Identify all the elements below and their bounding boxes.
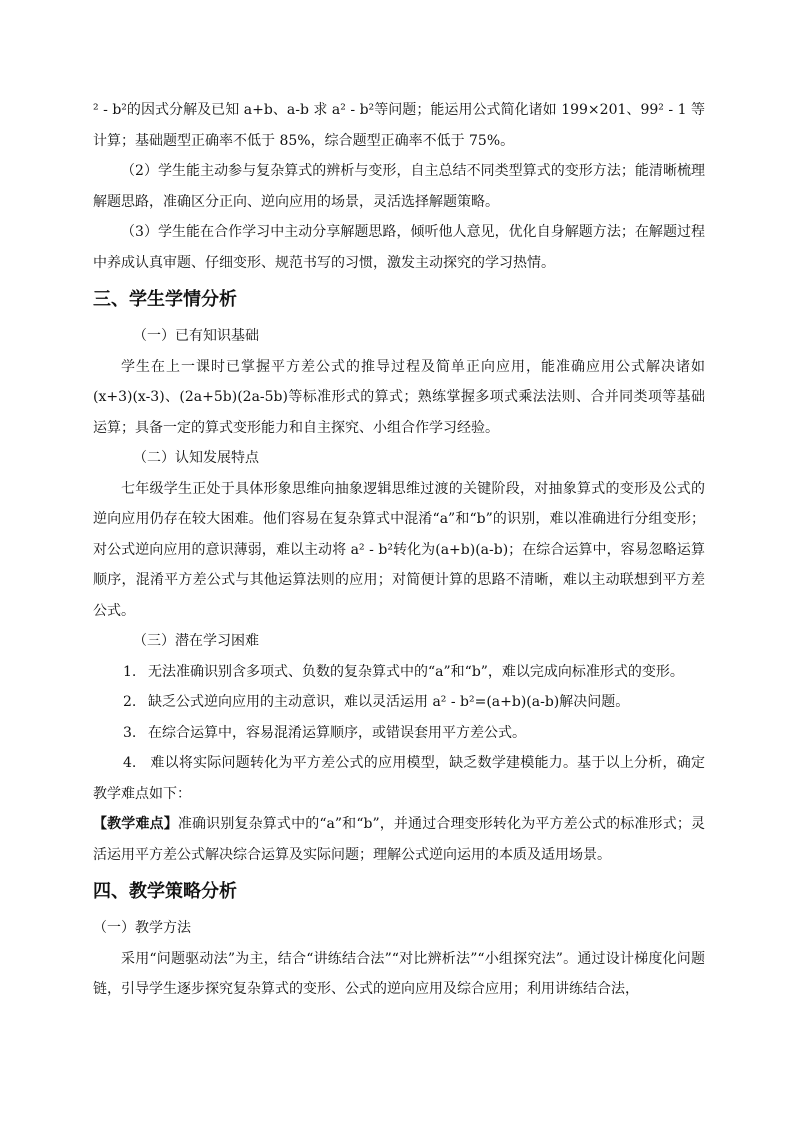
- paragraph-prior-knowledge: 学生在上一课时已掌握平方差公式的推导过程及简单正向应用，能准确应用公式解决诸如(x+3)(x-3)、(2a+5b)(2a-5b)等标准形式的算式；熟练掌握多项式乘法法则、合并同类项等基础运算；具备一定的算式变形能力和自主探究、小组合作学习经验。: [93, 358, 705, 436]
- paragraph-teaching-methods: 采用“问题驱动法”为主，结合“讲练结合法”“对比辨析法”“小组探究法”。通过设计梯度化问题链，引导学生逐步探究复杂算式的变形、公式的逆向应用及综合应用；利用讲练结合法，: [93, 950, 705, 997]
- subheading-learning-difficulties: （三）潜在学习困难: [133, 633, 259, 649]
- list-item: [123, 718, 705, 749]
- list-item: [123, 657, 705, 688]
- subheading-cognitive-features: （二）认知发展特点: [133, 450, 259, 466]
- list-item: [123, 687, 705, 718]
- paragraph-teaching-difficulty: [93, 809, 705, 870]
- document-body: [93, 95, 705, 1005]
- list-item-number: 4.: [123, 755, 137, 771]
- subheading-prior-knowledge: （一）已有知识基础: [133, 328, 259, 344]
- list-item-number: 2.: [123, 694, 137, 710]
- list-item-number: 3.: [123, 724, 137, 741]
- section-heading-teaching-strategy: 四、教学策略分析: [93, 881, 237, 902]
- paragraph-objective-2: （2）学生能主动参与复杂算式的辨析与变形，自主总结不同类型算式的变形方法；能清晰梳理解题思路，准确区分正向、逆向应用的场景，灵活选择解题策略。: [93, 163, 705, 210]
- teaching-difficulty-label: 【教学难点】: [93, 816, 178, 832]
- paragraph-objective-1-continued: ² - b²的因式分解及已知 a+b、a-b 求 a² - b²等问题；能运用公式简化诸如 199×201、99² - 1 等计算；基础题型正确率不低于 85%，综合题型正确率不低于 75%。: [93, 102, 705, 149]
- subheading-teaching-methods: （一）教学方法: [93, 920, 191, 936]
- list-item-text: 缺乏公式逆向应用的主动意识，难以灵活运用 a² - b²=(a+b)(a-b)解决问题。: [148, 694, 630, 710]
- list-item-text: 难以将实际问题转化为平方差公式的应用模型，缺乏数学建模能力。基于以上分析，确定教学难点如下：: [93, 755, 705, 802]
- paragraph-objective-3: （3）学生能在合作学习中主动分享解题思路，倾听他人意见，优化自身解题方法；在解题过程中养成认真审题、仔细变形、规范书写的习惯，激发主动探究的学习热情。: [93, 224, 705, 271]
- list-item-number: 1.: [123, 663, 137, 680]
- paragraph-cognitive-features: 七年级学生正处于具体形象思维向抽象逻辑思维过渡的关键阶段，对抽象算式的变形及公式的逆向应用仍存在较大困难。他们容易在复杂算式中混淆“a”和“b”的识别，难以准确进行分组变形；对公式逆向应用的意识薄弱，难以主动将 a² - b²转化为(a+b)(a-b)；在综合运算中，容易忽略运算顺序，混淆平方差公式与其他运算法则的应用；对简便计算的思路不清晰，难以主动联想到平方差公式。: [93, 480, 705, 619]
- list-item: [93, 748, 705, 809]
- section-heading-student-analysis: 三、学生学情分析: [93, 289, 237, 310]
- list-item-text: 在综合运算中，容易混淆运算顺序，或错误套用平方差公式。: [148, 724, 526, 741]
- teaching-difficulty-text: 准确识别复杂算式中的“a”和“b”，并通过合理变形转化为平方差公式的标准形式；灵活运用平方差公式解决综合运算及实际问题；理解公式逆向运用的本质及适用场景。: [93, 816, 706, 863]
- list-item-text: 无法准确识别含多项式、负数的复杂算式中的“a”和“b”，难以完成向标准形式的变形。: [148, 663, 684, 680]
